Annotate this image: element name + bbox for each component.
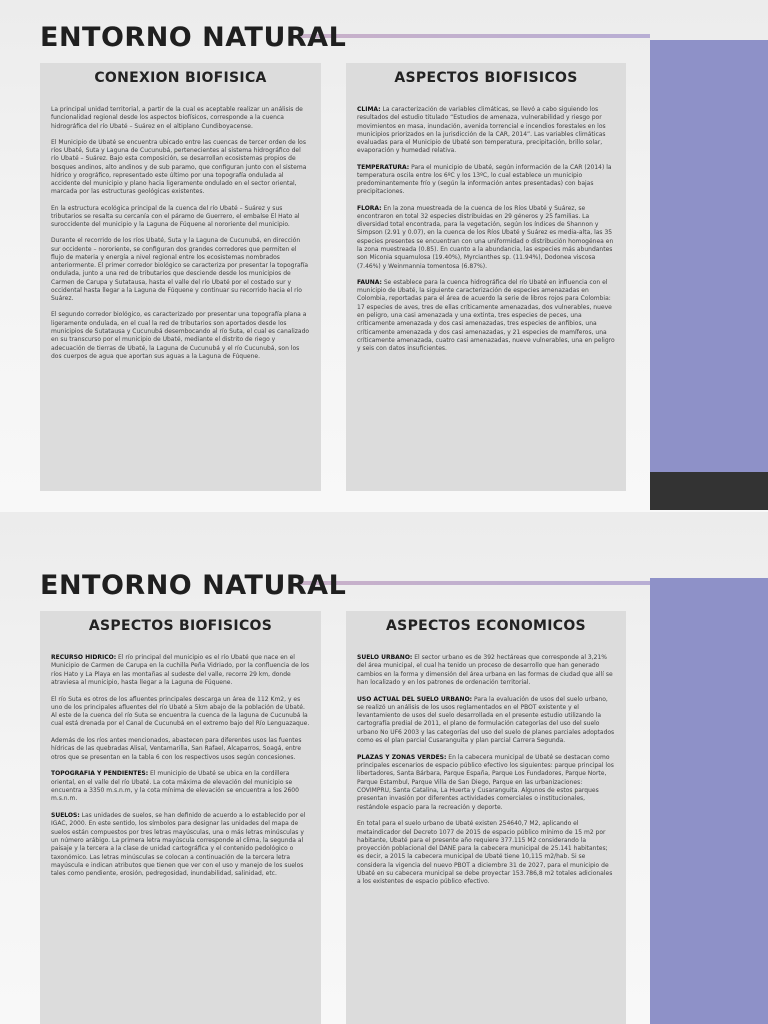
- paragraph-label: TOPOGRAFIA Y PENDIENTES:: [51, 770, 149, 778]
- decorative-heading-line: [300, 581, 650, 585]
- panel-aspectos-biofisicos: [40, 611, 321, 1024]
- paragraph-label: FAUNA:: [357, 278, 382, 286]
- paragraph-text: La principal unidad territorial, a partir de la cual es aceptable realizar un análisis de funcionalidad regional desde los aspectos biofísicos, corresponde a la cuenca hidrográfica del río Ubaté – Suárez en el altiplano Cundiboyacense.: [51, 106, 303, 130]
- paragraph-text: El río Suta es otros de los afluentes principales descarga un área de 112 Km2, y es uno de los principales afluentes del río Ubaté a 5km abajo de la población de Ubaté. Al este de la cuenca del río Suta se encuentra la cuenca de la laguna de Cucunubá la cual está drenada por el Canal de Cucunubá en el extremo bajo del Río Lenguazaque.: [51, 695, 310, 728]
- paragraph: [51, 139, 310, 197]
- paragraph-text: Para el municipio de Ubaté, según información de la CAR (2014) la temperatura oscila entre los 6ºC y los 13ºC, lo cual establece un municipio predominantemente frío y (según la información antes presentadas) con bajas precipitaciones.: [357, 163, 612, 196]
- paragraph: [51, 696, 310, 729]
- paragraph: [357, 279, 615, 354]
- paragraph-text: El segundo corredor biológico, es caracterizado por presentar una topografía plana a ligeramente ondulada, en el cual la red de tributarios son aportados desde los municipios de Sutatausa y Cucunubá desembocando al río Suta, el cual es canalizado en su transcurso por el municipio de Ubaté, mediante el distrito de riego y adecuación de tierras de Ubaté, la Laguna de Cucunubá y el río Cucunubá, son los dos cuerpos de agua que aportan sus aguas a la Laguna de Fúquene.: [51, 311, 310, 360]
- paragraph-text: En la estructura ecológica principal de la cuenca del río Ubaté – Suárez y sus tributarios se resalta su cercanía con el páramo de Guerrero, el embalse El Hato al suroccidente del municipio y la Laguna de Fúquene al nororiente del municipio.: [51, 204, 300, 229]
- decorative-heading-line: [300, 34, 650, 38]
- paragraph: [357, 654, 615, 687]
- paragraph: [357, 205, 615, 271]
- decorative-purple-bar: [650, 40, 768, 472]
- paragraph: [357, 754, 615, 812]
- paragraph-label: SUELOS:: [51, 812, 80, 820]
- paragraph: [51, 654, 310, 687]
- panel-title: ASPECTOS ECONOMICOS: [386, 618, 586, 634]
- paragraph-label: USO ACTUAL DEL SUELO URBANO:: [357, 695, 473, 703]
- paragraph: [51, 311, 310, 361]
- paragraph-text: Las unidades de suelos, se han definido de acuerdo a lo establecido por el IGAC, 2000. En este sentido, los símbolos para designar las unidades del mapa de suelos están compuestos por tres letras mayúsculas, una o más letras minúsculas y un número arábigo. La primera letra mayúscula corresponde al clima, la segunda al paisaje y la tercera a la clase de unidad cartográfica y el contenido pedológico o taxonómico. Las letras minúsculas se colocan a continuación de la tercera letra mayúscula e indican atributos que tienen que ver con el uso y manejo de los suelos tales como pendiente, erosión, pedregosidad, inundabilidad, salinidad, etc.: [51, 812, 306, 878]
- paragraph-text: El sector urbano es de 392 hectáreas que corresponde al 3,21% del área municipal, el cual ha tenido un proceso de desarrollo que han generado cambios en la forma y dimensión del área urbana en las formas de ciudad que allí se han localizado y en los patrones de ordenación territorial.: [357, 654, 613, 686]
- paragraph-text: La caracterización de variables climáticas, se llevó a cabo siguiendo los resultados del estudio titulado “Estudios de amenaza, vulnerabilidad y riesgo por movimientos en masa, inundación, avenida torrencial e incendios forestales en los municipios priorizados en la jurisdicción de la CAR, 2014”. Las variables climáticas evaluadas para el Municipio de Ubaté son temperatura, precipitación, brillo solar, evaporación y humedad relativa.: [357, 106, 606, 155]
- panel-conexion-biofisica: [40, 63, 321, 491]
- paragraph-label: RECURSO HIDRICO:: [51, 654, 117, 661]
- paragraph-label: CLIMA:: [357, 106, 381, 113]
- paragraph-label: TEMPERATURA:: [357, 163, 410, 171]
- panel-title: ASPECTOS BIOFISICOS: [88, 618, 273, 634]
- panel-aspectos-biofisicos: [346, 63, 626, 491]
- paragraph: [51, 737, 310, 762]
- page-heading: ENTORNO NATURAL: [40, 570, 347, 601]
- paragraph-text: En la zona muestreada de la cuenca de los Ríos Ubaté y Suárez, se encontraron en total 32 especies distribuidas en 29 géneros y 25 familias. La diversidad total encontrada, para la vegetación, según los índices de Shannon y Simpson (2.91 y 0.07), en la cuenca de los Ríos Ubaté y Suárez es media-alta, las 35 especies presentes se encuentran con una uniformidad o distribución homogénea en la zona muestreada (0.85). En cuanto a la abundancia, las especies más abundantes son Miconia squamulosa (19.40%), Myrcianthes sp. (11.94%), Dodonea viscosa (7.46%) y Weinmannia tomentosa (6.87%).: [357, 204, 614, 270]
- document-page-2: [0, 512, 768, 1024]
- paragraph: [51, 770, 310, 803]
- paragraph: [51, 106, 310, 131]
- paragraph-text: Además de los ríos antes mencionados, abastecen para diferentes usos las fuentes hídricas de las quebradas Alisal, Ventamarilla, San Rafael, Alcaparros, Soagá, entre otros que se presentan en la tabla 6 con los respectivos usos según concesiones.: [51, 737, 302, 761]
- paragraph: [357, 696, 615, 746]
- paragraph: [51, 812, 310, 878]
- panel-title: CONEXION BIOFISICA: [94, 70, 267, 86]
- paragraph-label: FLORA:: [357, 204, 382, 212]
- decorative-dark-block: [650, 472, 768, 510]
- paragraph: [51, 205, 310, 230]
- page-heading: ENTORNO NATURAL: [40, 22, 347, 53]
- paragraph: [357, 820, 615, 886]
- paragraph-text: En total para el suelo urbano de Ubaté existen 254640,7 M2, aplicando el metaindicador del Decreto 1077 de 2015 de espacio público mínimo de 15 m2 por habitante, Ubaté para el presente año requiere 377.115 M2 considerando la proyección poblacional del DANE para la cabecera municipal de 25.141 habitantes; es decir, a 2015 la cabecera municipal de Ubaté tiene 10,115 m2/hab. Si se considera la vigencia del nuevo PBOT a diciembre 31 de 2027, para el municipio de Ubaté en su cabecera municipal se debe proyectar 153.786,8 m2 totales adicionales a los existentes de espacio público efectivo.: [357, 820, 613, 886]
- decorative-purple-bar: [650, 578, 768, 1024]
- paragraph-text: El municipio de Ubaté se ubica en la cordillera oriental, en el valle del río Ubaté. La cota máxima de elevación del municipio se encuentra a 3350 m.s.n.m, y la cota mínima de elevación se encuentra a los 2600 m.s.n.m.: [51, 770, 299, 803]
- paragraph: [357, 106, 615, 156]
- paragraph-label: SUELO URBANO:: [357, 654, 413, 661]
- paragraph-text: Para la evaluación de usos del suelo urbano, se realizó un análisis de los usos reglamentados en el PBOT existente y el levantamiento de usos del suelo desarrollada en el presente estudio utilizando la cartografía predial de 2011, el plano de formulación categorías del uso del suelo urbano No UF6 2003 y las categorías del uso del suelo de planes parciales adoptados como es el plan parcial Cusaranguita y plan parcial Carrera Segunda.: [357, 695, 615, 745]
- paragraph-text: Se establece para la cuenca hidrográfica del río Ubaté en influencia con el municipio de Ubaté, la siguiente caracterización de especies amenazadas en Colombia, reportadas para el área de acuerdo la serie de libros rojos para Colombia: 17 especies de aves, tres de ellas críticamente amenazadas, dos vulnerables, nueve en peligro, una casi amenazada y una extinta, tres especies de peces, una críticamente amenazada y dos casi amenazadas, tres especies de anfibios, una críticamente amenazada y dos casi amenazadas, y 21 especies de mamíferos, una críticamente amenazada, cuatro casi amenazadas, nueve vulnerables, una en peligro y seis con datos insuficientes.: [357, 278, 615, 353]
- paragraph-text: El río principal del municipio es el río Ubaté que nace en el Municipio de Carmen de Carupa en la cuchilla Peña Vidriado, por la confluencia de los ríos Hato y La Playa en las montañas al sudeste del valle, recorre 29 km, donde atraviesa al municipio, hasta llegar a la Laguna de Fúquene.: [51, 654, 310, 686]
- paragraph-text: El Municipio de Ubaté se encuentra ubicado entre las cuencas de tercer orden de los ríos Ubaté, Suta y Laguna de Cucunubá, pertenecientes al sistema hidrográfico del río Ubaté – Suárez. Bajo esta composición, se desarrollan ecosistemas propios de bosques andinos, alto andinos y de sub paramo, que configuran junto con el sistema hídrico y orográfico, representado este último por una topografía ondulada al accidente del municipio y plano hacia ligeramente ondulado en el sector oriental, marcada por las estructuras geológicas existentes.: [51, 138, 307, 196]
- paragraph: [51, 237, 310, 303]
- paragraph-text: Durante el recorrido de los ríos Ubaté, Suta y la Laguna de Cucunubá, en dirección sur occidente – nororiente, se configuran dos grandes corredores que permiten el flujo de materia y energía a nivel regional entre los ecosistemas nombrados anteriormente. El primer corredor biológico se caracteriza por presentar la topografía ondulada, junto a una red de tributarios que desciende desde los municipios de Carmen de Carupa y Sutatausa, hasta el valle del río Ubaté por el costado sur y occidental hasta llegar a la Laguna de Fúquene y continuar su recorrido hacia el río Suárez.: [51, 237, 309, 303]
- paragraph: [357, 164, 615, 197]
- paragraph-label: PLAZAS Y ZONAS VERDES:: [357, 753, 447, 761]
- panel-aspectos-economicos: [346, 611, 626, 1024]
- paragraph-text: En la cabecera municipal de Ubaté se destacan como principales escenarios de espacio público efectivo los siguientes: parque principal los libertadores, Santa Bárbara, Parque España, Parque Los Fundadores, Parque Norte, Parque Estambul, Parque Villa de San Diego, Parque en las urbanizaciones: COVIMPRU, Santa Catalina, La Huerta y Cusaranguita. Algunos de estos parques presentan invasión por diferentes actividades comerciales o institucionales, restándole espacio para la recreación y deporte.: [357, 753, 614, 811]
- panel-title: ASPECTOS BIOFISICOS: [394, 70, 578, 86]
